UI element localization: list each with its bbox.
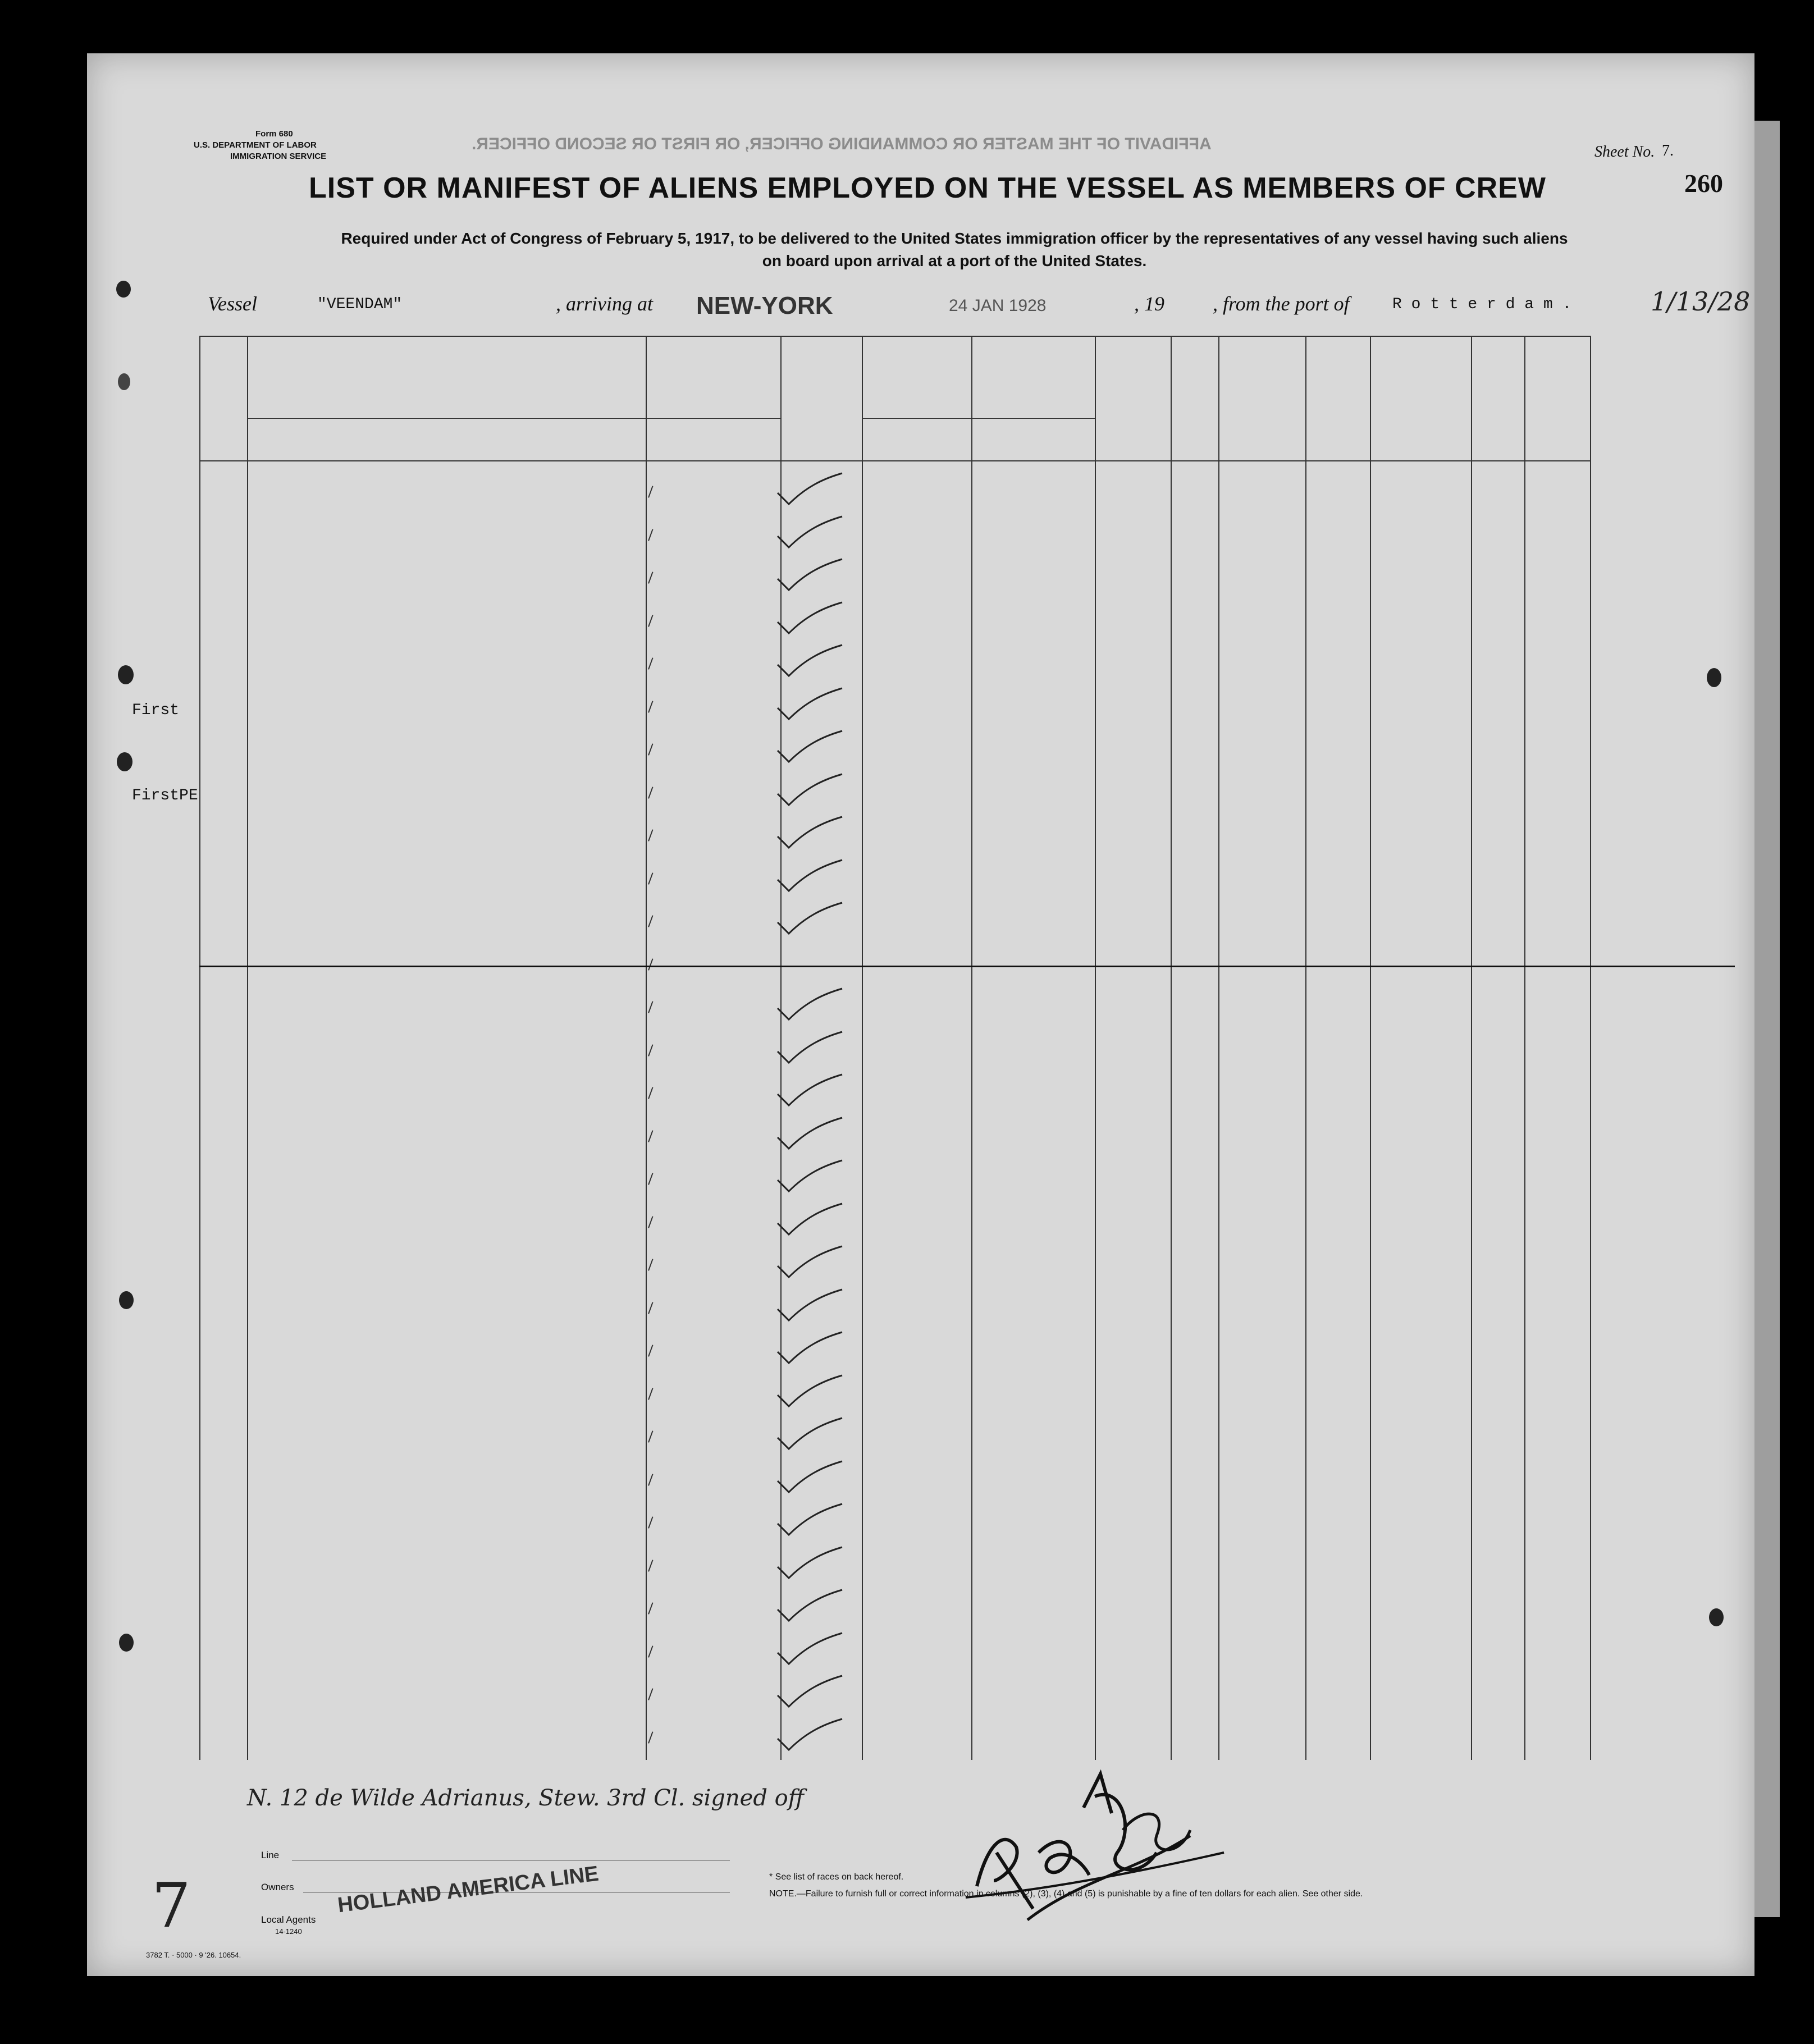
check-mark — [772, 1158, 845, 1197]
date-stamp: 24 JAN 1928 — [949, 296, 1047, 315]
check-mark — [772, 1287, 845, 1326]
left-table-rule — [199, 336, 200, 1760]
check-mark — [772, 600, 845, 639]
binder-hole — [1707, 668, 1721, 687]
table-top-rule — [199, 336, 1590, 337]
check-mark — [772, 1458, 845, 1498]
printer-code: 3782 T. · 5000 · 9 '26. 10654. — [146, 1951, 241, 1959]
check-mark — [772, 1072, 845, 1111]
column-rule — [1218, 336, 1219, 1760]
check-mark — [772, 1329, 845, 1369]
check-mark — [772, 1373, 845, 1412]
binder-hole — [119, 1634, 134, 1652]
binder-hole — [118, 665, 134, 684]
arriving-port: NEW-YORK — [696, 292, 833, 319]
check-mark — [772, 1673, 845, 1712]
check-mark — [772, 1115, 845, 1154]
binder-hole — [117, 752, 132, 771]
column-rule — [971, 336, 972, 1760]
sheet-label: Sheet No. — [1594, 143, 1655, 161]
check-mark — [772, 1716, 845, 1755]
arriving-label: , arriving at — [556, 292, 654, 315]
vessel-name: "VEENDAM" — [317, 296, 403, 313]
local-agents-label: Local Agents — [261, 1914, 316, 1925]
check-mark — [772, 642, 845, 682]
vessel-label: Vessel — [208, 292, 257, 315]
check-mark — [772, 1415, 845, 1455]
check-mark — [772, 986, 845, 1025]
service-label: IMMIGRATION SERVICE — [230, 152, 327, 161]
from-port: R o t t e r d a m . — [1392, 296, 1572, 313]
shipped-subheader-rule — [862, 418, 1095, 419]
check-mark — [772, 1544, 845, 1584]
fine-note: NOTE.—Failure to furnish full or correct information in columns (2), (3), (4) and (5) is punishable by a fine of ten dollars for each alien. See other side. — [769, 1889, 1363, 1899]
check-mark — [772, 1630, 845, 1670]
column-rule — [1524, 336, 1525, 1760]
local-agents-code: 14-1240 — [275, 1927, 302, 1936]
officer-signature — [954, 1740, 1246, 1931]
column-rule — [247, 336, 248, 1760]
check-mark — [772, 857, 845, 897]
check-mark — [772, 1587, 845, 1626]
check-mark — [772, 1501, 845, 1540]
from-port-label: , from the port of — [1213, 292, 1350, 315]
page-title: LIST OR MANIFEST OF ALIENS EMPLOYED ON THE VESSEL AS MEMBERS OF CREW — [309, 172, 1546, 204]
margin-note-firstpe: FirstPE — [132, 787, 198, 804]
mirrored-affidavit-text: AFFIDAVIT OF THE MASTER OR COMMANDING OFFICER, OR FIRST OR SECOND OFFICER. — [472, 135, 1212, 153]
margin-numeral: 7 — [152, 1869, 191, 1941]
handwritten-signoff-note: N. 12 de Wilde Adrianus, Stew. 3rd Cl. signed off — [247, 1785, 805, 1811]
page-number: 260 — [1684, 169, 1723, 198]
subtitle-line-2: on board upon arrival at a port of the United States. — [762, 252, 1147, 269]
binder-hole — [119, 1291, 134, 1309]
column-rule — [1095, 336, 1096, 1760]
check-mark — [772, 514, 845, 553]
check-mark — [772, 1029, 845, 1068]
check-mark — [772, 556, 845, 596]
holland-america-line-stamp: HOLLAND AMERICA LINE — [336, 1862, 600, 1918]
binder-hole — [116, 281, 131, 298]
check-mark — [772, 1201, 845, 1240]
line-label: Line — [261, 1850, 280, 1860]
column-rule — [1590, 336, 1591, 1760]
check-mark — [772, 728, 845, 767]
check-mark — [772, 685, 845, 725]
department-label: U.S. DEPARTMENT OF LABOR — [194, 140, 317, 150]
column-rule — [1370, 336, 1371, 1760]
handwritten-date: 1/13/28 — [1651, 286, 1751, 317]
strike-through-row-12 — [199, 966, 1735, 967]
column-rule — [862, 336, 863, 1760]
sheet-number: 7. — [1662, 142, 1674, 159]
name-subheader-rule — [247, 418, 780, 419]
manifest-page — [87, 53, 1754, 1976]
check-mark — [772, 900, 845, 939]
year-label: , 19 — [1134, 292, 1164, 315]
margin-note-first: First — [132, 702, 180, 719]
binder-hole — [1709, 1608, 1724, 1626]
subtitle-line-1: Required under Act of Congress of February 5, 1917, to be delivered to the United States immigration officer by the representatives of any vessel having such aliens — [341, 230, 1568, 247]
check-mark — [772, 470, 845, 510]
column-rule — [1305, 336, 1306, 1760]
column-rule — [1171, 336, 1172, 1760]
header-bottom-rule — [199, 460, 1590, 461]
check-mark — [772, 1243, 845, 1283]
column-rule — [1471, 336, 1472, 1760]
check-mark — [772, 771, 845, 811]
binder-hole — [118, 373, 130, 390]
owners-label: Owners — [261, 1882, 294, 1892]
race-note: * See list of races on back hereof. — [769, 1872, 904, 1882]
check-mark — [772, 814, 845, 853]
form-number: Form 680 — [255, 129, 293, 139]
